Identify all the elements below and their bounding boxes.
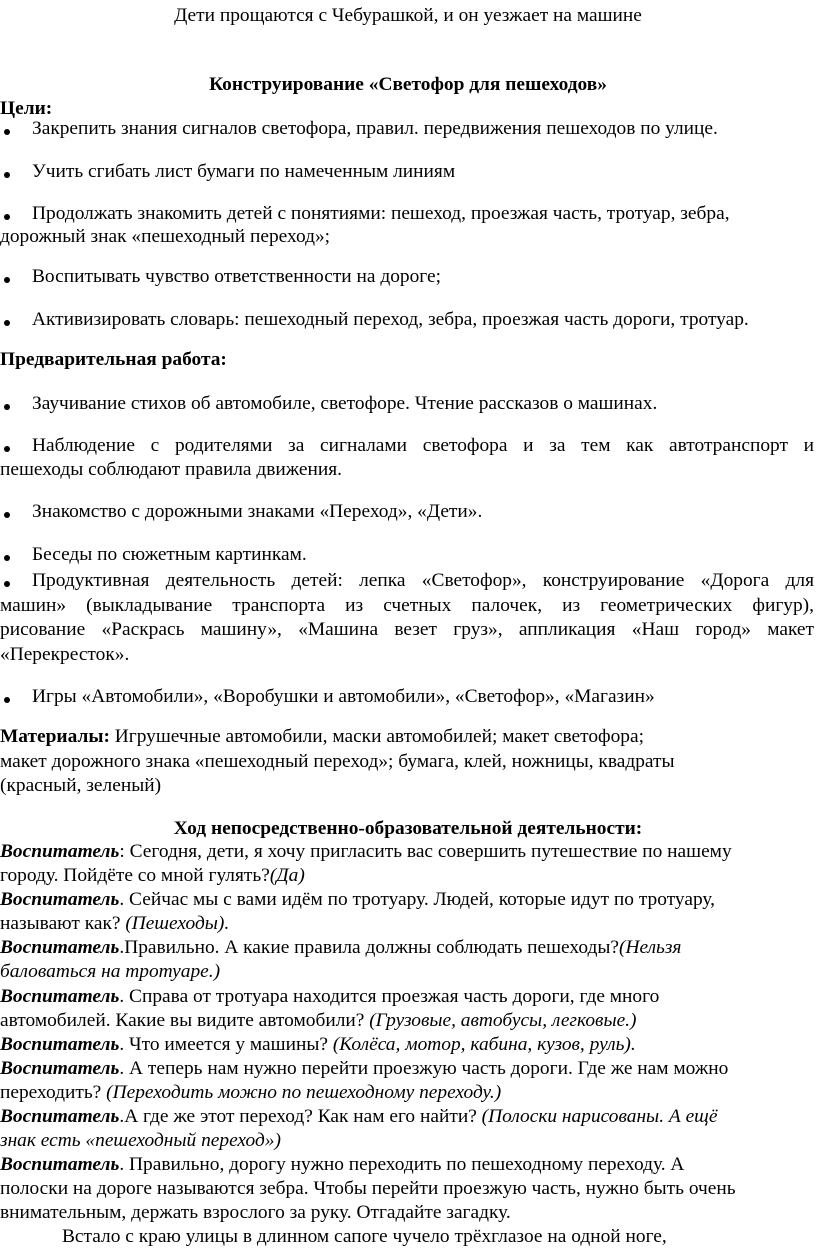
activity-heading: Ход непосредственно-образовательной деятельности: xyxy=(173,818,643,839)
prep-item-4: Беседы по сюжетным картинкам. xyxy=(32,544,307,565)
prep-heading: Предварительная работа: xyxy=(0,349,227,370)
goal-item-3: Продолжать знакомить детей с понятиями: пешеход, проезжая часть, тротуар, зебра, xyxy=(32,203,730,224)
dialogue-line: переходить? (Переходить можно по пешеходному переходу.) xyxy=(0,1082,502,1103)
prep-item-5: Продуктивная деятельность детей: лепка «Светофор», конструирование «Дорога для xyxy=(32,570,814,591)
prep-item-3: Знакомство с дорожными знаками «Переход», «Дети». xyxy=(32,501,483,522)
bullet-icon xyxy=(4,268,16,291)
bullet-icon xyxy=(4,503,16,526)
dialogue-line: Воспитатель. Сейчас мы с вами идём по тротуару. Людей, которые идут по тротуару, xyxy=(0,889,716,910)
bullet-icon xyxy=(4,688,16,711)
prep-item-2: Наблюдение с родителями за сигналами светофора и за тем как автотранспорт и xyxy=(32,435,814,456)
bullet-icon xyxy=(4,395,16,418)
bullet-icon xyxy=(4,546,16,569)
dialogue-line: Воспитатель. А теперь нам нужно перейти проезжую часть дороги. Где же нам можно xyxy=(0,1058,729,1079)
bullet-icon xyxy=(4,163,16,186)
bullet-icon xyxy=(4,572,16,595)
riddle-line: Встало с краю улицы в длинном сапоге чучело трёхглазое на одной ноге, xyxy=(62,1226,667,1247)
dialogue-line: Воспитатель.А где же этот переход? Как нам его найти? (Полоски нарисованы. А ещё xyxy=(0,1106,718,1127)
dialogue-line: знак есть «пешеходный переход») xyxy=(0,1130,281,1151)
section-title: Конструирование «Светофор для пешеходов» xyxy=(209,74,607,95)
prep-item-5-cont: рисование «Раскрась машину», «Машина везет груз», аппликация «Наш город» макет xyxy=(0,619,814,640)
prep-item-5-cont: «Перекресток». xyxy=(0,644,130,665)
goal-item-1: Закрепить знания сигналов светофора, правил. передвижения пешеходов по улице. xyxy=(32,118,718,139)
materials-line-3: (красный, зеленый) xyxy=(0,775,162,796)
goal-item-5: Активизировать словарь: пешеходный переход, зебра, проезжая часть дороги, тротуар. xyxy=(32,309,749,330)
dialogue-line: Воспитатель. Что имеется у машины? (Колёса, мотор, кабина, кузов, руль). xyxy=(0,1034,636,1055)
dialogue-line: городу. Пойдёте со мной гулять?(Да) xyxy=(0,865,305,886)
bullet-icon xyxy=(4,120,16,143)
goals-heading: Цели: xyxy=(0,98,53,119)
bullet-icon xyxy=(4,311,16,334)
dialogue-line: баловаться на тротуаре.) xyxy=(0,961,221,982)
dialogue-line: автомобилей. Какие вы видите автомобили? (Грузовые, автобусы, легковые.) xyxy=(0,1010,637,1031)
materials-line-2: макет дорожного знака «пешеходный переход»; бумага, клей, ножницы, квадраты xyxy=(0,751,675,772)
dialogue-line: называют как? (Пешеходы). xyxy=(0,913,230,934)
dialogue-line: внимательным, держать взрослого за руку. Отгадайте загадку. xyxy=(0,1202,511,1223)
dialogue-line: Воспитатель. Правильно, дорогу нужно переходить по пешеходному переходу. А xyxy=(0,1154,685,1175)
prep-item-6: Игры «Автомобили», «Воробушки и автомобили», «Светофор», «Магазин» xyxy=(32,686,655,707)
dialogue-line: Воспитатель.Правильно. А какие правила должны соблюдать пешеходы?(Нельзя xyxy=(0,937,682,958)
dialogue-line: Воспитатель. Справа от тротуара находится проезжая часть дороги, где много xyxy=(0,986,660,1007)
materials-line-1: Материалы: Игрушечные автомобили, маски автомобилей; макет светофора; xyxy=(0,726,644,747)
prep-item-2-cont: пешеходы соблюдают правила движения. xyxy=(0,459,342,480)
prep-item-1: Заучивание стихов об автомобиле, светофоре. Чтение рассказов о машинах. xyxy=(32,393,658,414)
goal-item-3-cont: дорожный знак «пешеходный переход»; xyxy=(0,226,331,247)
goal-item-4: Воспитывать чувство ответственности на дороге; xyxy=(32,266,441,287)
dialogue-line: Воспитатель: Сегодня, дети, я хочу пригласить вас совершить путешествие по нашему xyxy=(0,841,732,862)
goal-item-2: Учить сгибать лист бумаги по намеченным линиям xyxy=(32,161,456,182)
top-line: Дети прощаются с Чебурашкой, и он уезжает на машине xyxy=(174,5,642,26)
prep-item-5-cont: машин» (выкладывание транспорта из счетных палочек, из геометрических фигур), xyxy=(0,595,814,616)
dialogue-line: полоски на дороге называются зебра. Чтобы перейти проезжую часть, нужно быть очень xyxy=(0,1178,736,1199)
bullet-icon xyxy=(4,437,16,460)
